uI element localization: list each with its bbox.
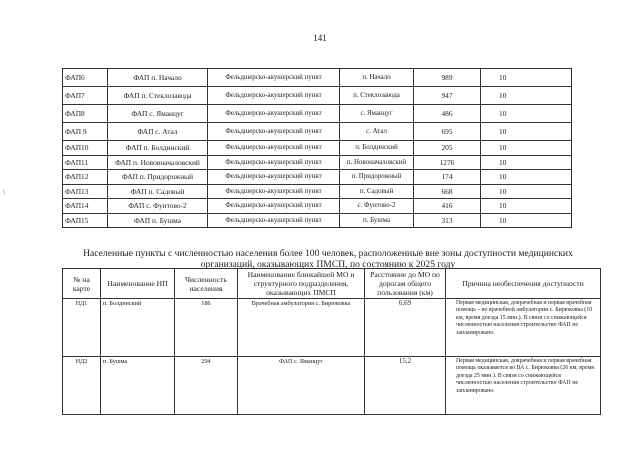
header-nearest-mo: Наименование ближайшей МО и структурного подразделения, оказывающих ПМСП <box>238 269 365 299</box>
cell-distance: 6,69 <box>365 299 446 357</box>
table-row <box>63 87 572 105</box>
cell-facility-type: Фельдшерско-акушерский пункт <box>208 184 340 199</box>
cell-population: 695 <box>414 123 481 141</box>
cell-fap-name: ФАП п. Бушма <box>108 213 208 228</box>
cell-facility-type: Фельдшерско-акушерский пункт <box>208 170 340 185</box>
cell-fap-code: ФАП 9 <box>63 123 108 141</box>
cell-time: 10 <box>481 69 572 87</box>
cell-nearest-mo: Врачебная амбулатория с. Бирюковка <box>238 299 365 357</box>
cell-facility-type: Фельдшерско-акушерский пункт <box>208 105 340 123</box>
cell-fap-code: ФАП14 <box>63 199 108 214</box>
cell-settlement: с. Яманцуг <box>340 105 414 123</box>
cell-population: 486 <box>414 105 481 123</box>
cell-facility-type: Фельдшерско-акушерский пункт <box>208 141 340 156</box>
table-row <box>63 357 601 415</box>
cell-facility-type: Фельдшерско-акушерский пункт <box>208 155 340 170</box>
cell-fap-code: ФАП7 <box>63 87 108 105</box>
cell-fap-code: ФАП15 <box>63 213 108 228</box>
section-heading <box>62 248 594 270</box>
header-population: Численность населения <box>175 269 238 299</box>
cell-reason: Первая медицинская, доврачебная и первая врачебная помощь оказывается во ВА с. Бирюковка (26 км, время доезда 25 мин.). В связи со снижающейся численностью населения строительство ФАП не запланировано. <box>446 357 601 415</box>
cell-population: 186 <box>175 299 238 357</box>
cell-fap-name: ФАП с. Атал <box>108 123 208 141</box>
cell-population: 989 <box>414 69 481 87</box>
cell-fap-code: ФАП12 <box>63 170 108 185</box>
cell-time: 10 <box>481 105 572 123</box>
cell-settlement: п. Придорожный <box>340 170 414 185</box>
cell-fap-name: ФАП с. Фунтово-2 <box>108 199 208 214</box>
header-map-number: № на карте <box>63 269 101 299</box>
cell-time: 10 <box>481 213 572 228</box>
cell-time: 10 <box>481 199 572 214</box>
cell-map-number: НД2 <box>63 357 101 415</box>
table-row <box>63 123 572 141</box>
cell-settlement: с. Атал <box>340 123 414 141</box>
section-heading-line1: Населенные пункты с численностью населения более 100 человек, расположенные вне зоны доступности медицинских <box>83 248 573 259</box>
cell-population: 174 <box>414 170 481 185</box>
cell-settlement: п. Болдинский <box>340 141 414 156</box>
cell-time: 10 <box>481 184 572 199</box>
cell-time: 10 <box>481 170 572 185</box>
margin-mark: \ <box>3 188 5 196</box>
cell-time: 10 <box>481 87 572 105</box>
cell-map-number: НД1 <box>63 299 101 357</box>
cell-fap-name: ФАП п. Садовый <box>108 184 208 199</box>
cell-fap-code: ФАП10 <box>63 141 108 156</box>
cell-facility-type: Фельдшерско-акушерский пункт <box>208 87 340 105</box>
table-row <box>63 105 572 123</box>
cell-population: 947 <box>414 87 481 105</box>
header-reason: Причина необеспечения доступности <box>446 269 601 299</box>
cell-fap-name: ФАП п. Начало <box>108 69 208 87</box>
cell-settlement: п. Начало <box>340 69 414 87</box>
cell-population: 668 <box>414 184 481 199</box>
cell-distance: 15,2 <box>365 357 446 415</box>
table-row <box>63 170 572 185</box>
table-row <box>63 141 572 156</box>
table-row <box>63 299 601 357</box>
cell-settlement-name: п. Болдинский <box>101 299 175 357</box>
cell-facility-type: Фельдшерско-акушерский пункт <box>208 199 340 214</box>
cell-fap-name: ФАП п. Стеклозавода <box>108 87 208 105</box>
cell-fap-code: ФАП8 <box>63 105 108 123</box>
table-row <box>63 199 572 214</box>
cell-population: 416 <box>414 199 481 214</box>
header-settlement-name: Наименование НП <box>101 269 175 299</box>
cell-settlement: п. Стеклозавода <box>340 87 414 105</box>
table-row <box>63 213 572 228</box>
cell-fap-name: ФАП п. Нововначаловский <box>108 155 208 170</box>
np-table-header-row <box>63 269 601 299</box>
cell-settlement: п. Садовый <box>340 184 414 199</box>
cell-time: 10 <box>481 141 572 156</box>
table-row <box>63 69 572 87</box>
cell-reason: Первая медицинская, доврачебная и первая врачебная помощь – во врачебной амбулатории с. Бирюковка (10 км, время доезда 15 мин.). В связи со снижающейся численностью населения строительство ФАП не запланировано. <box>446 299 601 357</box>
header-distance: Расстояние до МО по дорогам общего пользования (км) <box>365 269 446 299</box>
cell-time: 10 <box>481 123 572 141</box>
cell-facility-type: Фельдшерско-акушерский пункт <box>208 123 340 141</box>
fap-table <box>62 68 572 228</box>
cell-nearest-mo: ФАП с. Яманцуг <box>238 357 365 415</box>
cell-settlement: с. Фунтово-2 <box>340 199 414 214</box>
cell-facility-type: Фельдшерско-акушерский пункт <box>208 69 340 87</box>
cell-population: 313 <box>414 213 481 228</box>
cell-fap-code: ФАП11 <box>63 155 108 170</box>
cell-settlement: п. Бушма <box>340 213 414 228</box>
cell-population: 205 <box>414 141 481 156</box>
cell-facility-type: Фельдшерско-акушерский пункт <box>208 213 340 228</box>
np-table <box>62 268 601 415</box>
page-number: 141 <box>313 33 327 43</box>
cell-fap-name: ФАП п. Придорожный <box>108 170 208 185</box>
cell-population: 294 <box>175 357 238 415</box>
cell-fap-code: ФАП13 <box>63 184 108 199</box>
cell-time: 10 <box>481 155 572 170</box>
cell-settlement: п. Новоначаловский <box>340 155 414 170</box>
cell-fap-name: ФАП с. Яманцуг <box>108 105 208 123</box>
cell-fap-code: ФАП6 <box>63 69 108 87</box>
cell-settlement-name: п. Бушма <box>101 357 175 415</box>
table-row <box>63 184 572 199</box>
cell-population: 1276 <box>414 155 481 170</box>
table-row <box>63 155 572 170</box>
section-heading-line2: организаций, оказывающих ПМСП, по состоянию к 2025 году <box>200 259 456 270</box>
cell-fap-name: ФАП п. Болдинский <box>108 141 208 156</box>
